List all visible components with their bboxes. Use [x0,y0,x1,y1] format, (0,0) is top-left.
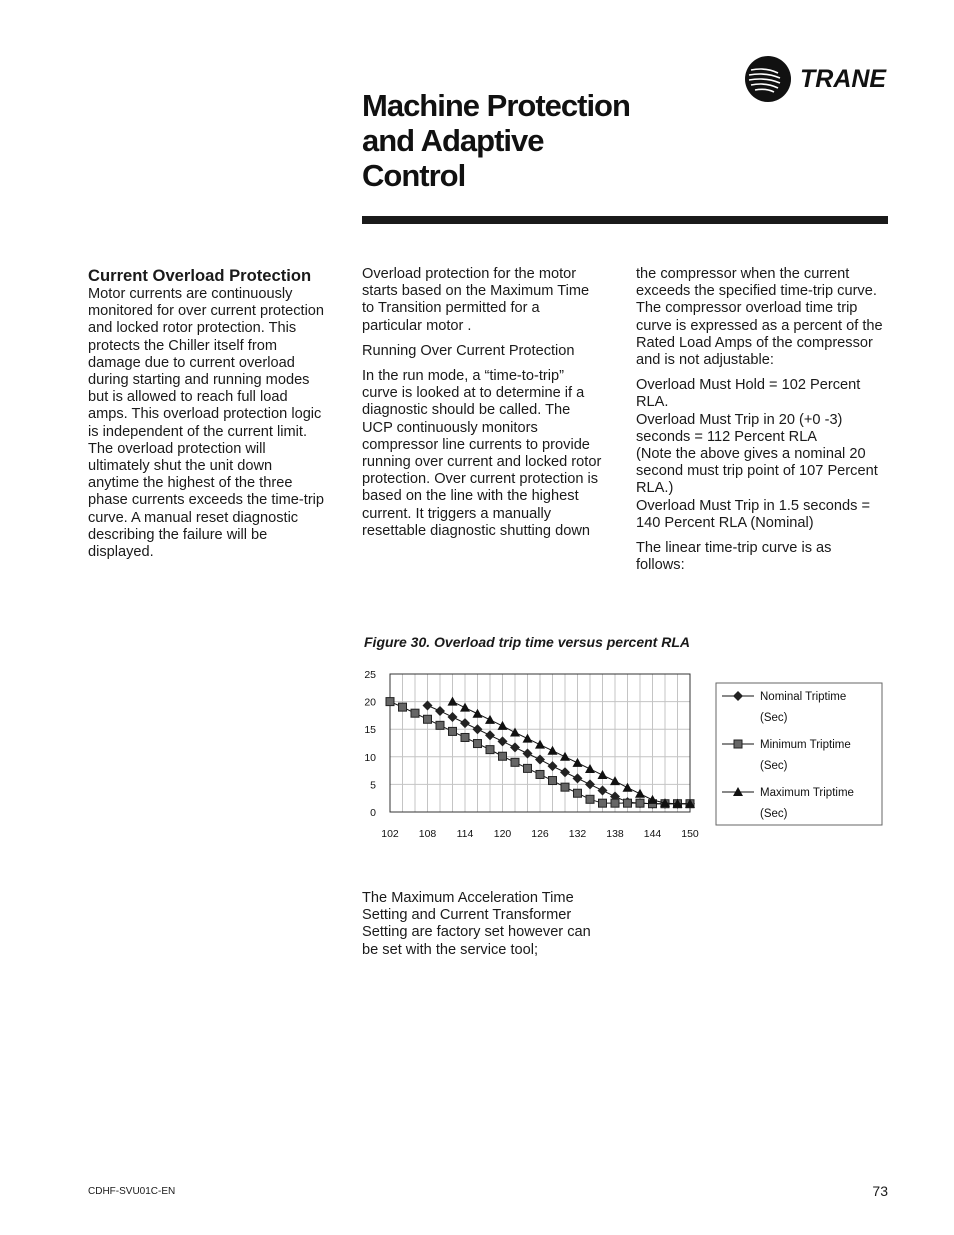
y-tick-label: 0 [370,807,376,819]
trip-time-chart [350,662,890,842]
data-point [448,697,458,706]
closing-paragraph [362,890,612,959]
data-point [485,715,495,724]
text-line: current. It triggers a manually [362,505,551,522]
title-line: Control [362,158,466,193]
col1-paragraph [88,286,340,561]
text-line: ultimately shut the unit down [88,458,273,475]
text-line: Overload Must Trip in 1.5 seconds = [636,497,871,514]
data-point [474,740,482,748]
data-point [548,761,558,771]
text-line: protection. Over current protection is [362,471,599,488]
col2-paragraph-3 [362,368,618,540]
column-middle [362,266,618,548]
text-line: Overload Must Trip in 20 (+0 -3) [636,411,843,428]
text-line: seconds = 112 Percent RLA [636,428,818,445]
page-number: 73 [872,1183,888,1199]
data-point [636,799,644,807]
data-point [560,767,570,777]
title-line: and Adaptive [362,123,544,158]
data-point [573,758,583,767]
col2-paragraph-1 [362,266,618,335]
series-triangle [448,697,696,808]
data-point [435,706,445,716]
legend-label: Maximum Triptime [760,787,854,799]
data-point [574,789,582,797]
data-point [524,764,532,772]
data-point [536,770,544,778]
text-line: anytime the highest of the three [88,475,293,492]
data-point [535,755,545,765]
data-point [598,770,608,779]
text-line: UCP continuously monitors [362,419,538,436]
data-point [498,721,508,730]
data-point [386,698,394,706]
data-point [611,799,619,807]
text-line: but is allowed to reach full load [88,389,288,406]
text-line: curve is looked at to determine if a [362,385,585,402]
figure-caption: Figure 30. Overload trip time versus percent RLA [364,634,690,650]
text-line: is independent of the current limit. [88,423,308,440]
title-rule [362,216,888,224]
text-line: describing the failure will be [88,526,268,543]
data-point [498,736,508,746]
text-line: based on the line with the highest [362,488,579,505]
text-line: to Transition permitted for a [362,300,540,317]
column-left [88,266,340,561]
data-point [473,709,483,718]
text-line: damage due to current overload [88,354,295,371]
col3-paragraph-1 [636,266,892,369]
data-point [586,795,594,803]
text-line: Overload Must Hold = 102 Percent [636,377,861,394]
text-line: protects the Chiller itself from [88,337,277,354]
legend-label: Nominal Triptime [760,691,847,703]
legend-label-unit: (Sec) [760,760,788,772]
text-line: phase currents exceeds the time-trip [88,492,325,509]
data-point [461,733,469,741]
data-point [436,721,444,729]
text-line: In the run mode, a “time-to-trip” [362,368,564,385]
text-line: follows: [636,557,685,574]
text-line: Rated Load Amps of the compressor [636,334,873,351]
col3-paragraph-3 [636,540,892,574]
col2-subheading: Running Over Current Protection [362,342,575,359]
text-line: be set with the service tool; [362,941,539,958]
text-line: Setting are factory set however can [362,924,591,941]
data-point [460,718,470,728]
text-line: RLA.) [636,480,674,497]
data-point [610,776,620,785]
text-line: The compressor overload time trip [636,300,858,317]
text-line: monitored for over current protection [88,303,325,320]
document-code: CDHF-SVU01C-EN [88,1186,176,1197]
text-line: diagnostic should be called. The [362,402,571,419]
data-point [411,709,419,717]
x-tick-label: 144 [643,828,662,840]
data-point [549,777,557,785]
data-point [499,752,507,760]
text-line: starts based on the Maximum Time [362,283,590,300]
text-line: compressor line currents to provide [362,436,590,453]
text-line: displayed. [88,544,154,561]
y-tick-label: 5 [370,779,376,792]
y-tick-label: 25 [364,669,376,681]
text-line: curve. A manual reset diagnostic [88,509,299,526]
text-line: The Maximum Acceleration Time [362,890,574,906]
text-line: The linear time-trip curve is as [636,540,832,557]
text-line: amps. This overload protection logic [88,406,322,423]
text-line: second must trip point of 107 Percent [636,463,878,480]
column-right [636,266,892,582]
y-tick-label: 15 [364,724,376,737]
data-point [598,785,608,795]
x-tick-label: 126 [531,828,549,840]
text-line: particular motor . [362,317,472,334]
data-point [561,783,569,791]
data-point [510,742,520,752]
data-point [585,764,595,773]
data-point [599,799,607,807]
brand-name: TRANE [800,65,887,93]
data-point [560,752,570,761]
text-line: RLA. [636,394,669,411]
x-tick-label: 120 [493,828,512,840]
series-diamond [423,700,696,808]
data-point [585,779,595,789]
text-line: 140 Percent RLA (Nominal) [636,514,814,531]
data-point [473,724,483,734]
data-point [448,712,458,722]
y-tick-label: 20 [364,696,376,709]
data-point [523,734,533,743]
data-point [624,799,632,807]
text-line: The overload protection will [88,440,266,457]
data-point [449,727,457,735]
data-point [635,789,645,798]
y-tick-label: 10 [364,751,376,764]
text-line: resettable diagnostic shutting down [362,522,590,539]
data-point [511,758,519,766]
text-line: exceeds the specified time-trip curve. [636,283,877,300]
text-line: running over current and locked rotor [362,454,602,471]
chart-legend [716,683,882,825]
legend-box [716,683,882,825]
x-tick-label: 114 [456,828,474,840]
data-point [535,740,545,749]
data-point [399,703,407,711]
x-tick-label: 150 [681,828,699,840]
legend-label-unit: (Sec) [760,712,788,724]
legend-marker [734,740,742,748]
data-point [485,730,495,740]
text-line: Setting and Current Transformer [362,907,572,924]
x-tick-label: 132 [568,828,587,840]
x-tick-label: 108 [418,828,437,840]
text-line: curve is expressed as a percent of the [636,317,883,334]
data-point [424,715,432,723]
legend-label-unit: (Sec) [760,808,788,820]
page-title [362,88,782,193]
text-line: and is not adjustable: [636,352,774,369]
col3-paragraph-2 [636,377,892,532]
text-line: during starting and running modes [88,372,310,389]
title-line: Machine Protection [362,88,630,123]
text-line: (Note the above gives a nominal 20 [636,446,866,463]
text-line: Motor currents are continuously [88,286,293,302]
legend-label: Minimum Triptime [760,739,851,751]
section-heading: Current Overload Protection [88,266,312,285]
data-point [460,703,470,712]
data-point [573,773,583,783]
data-point [548,746,558,755]
text-line: and locked rotor protection. This [88,320,297,337]
text-line: Overload protection for the motor [362,266,577,282]
data-point [486,746,494,754]
x-tick-label: 138 [606,828,624,840]
x-tick-label: 102 [381,828,399,840]
text-line: the compressor when the current [636,266,850,282]
